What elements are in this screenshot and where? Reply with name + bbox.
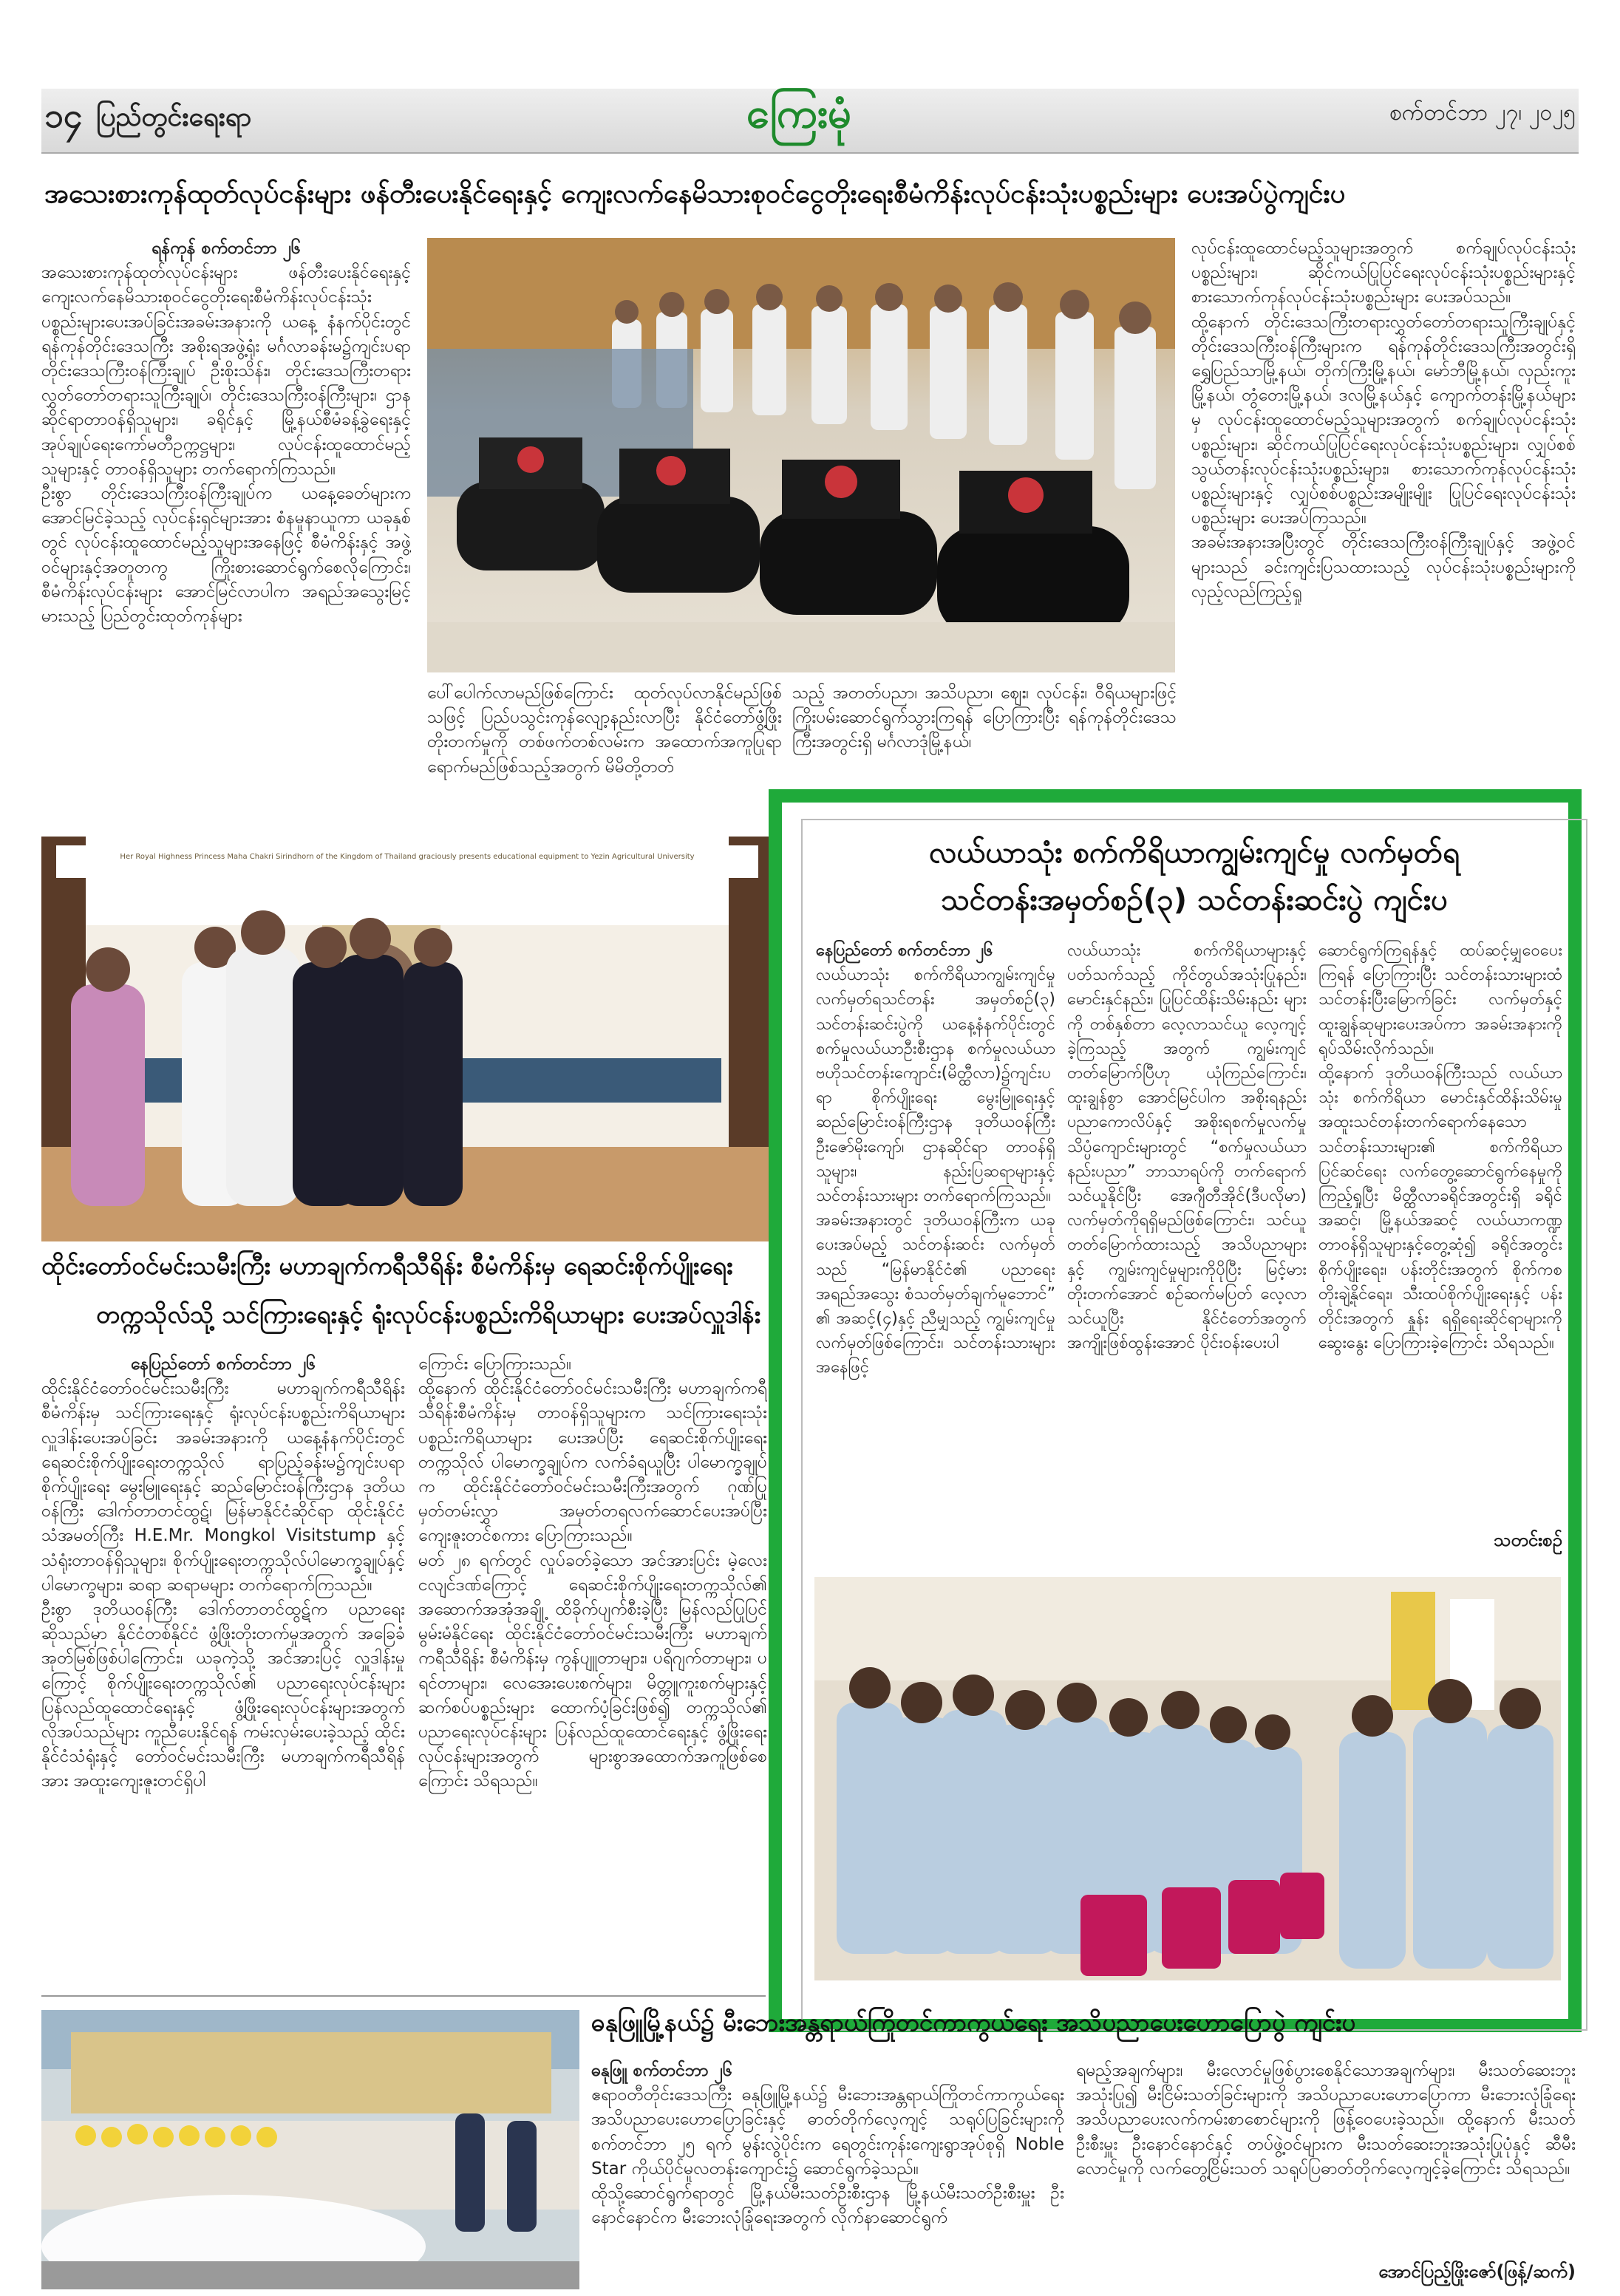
article1-col1 [41, 236, 411, 798]
article4-para2: ထိုသို့ဆောင်ရွက်ရာတွင် မြို့နယ်မီးသတ်ဦးစီးဌာန မြို့နယ်မီးသတ်ဦးစီးမှူး ဦးနောင်နောင်က မီးဘေးလုံခြုံရေးအတွက် လိုက်နာဆောင်ရွက် [591, 2184, 1064, 2228]
article2-para2: ဦးစွာ ဒုတိယဝန်ကြီး ဒေါက်တာတင်ထွဋ်က ပညာရေးဆိုသည်မှာ နိုင်ငံတစ်နိုင်ငံ ဖွံ့ဖြိုးတိုးတက်မှုအတွက် အခြေခံအုတ်မြစ်ဖြစ်ပါကြောင်း၊ ယခုကဲ့သို့ အင်အားပြင့် လှူဒါန်းမှုကြောင့် စိုက်ပျိုးရေးတက္ကသိုလ်၏ ပညာရေးလုပ်ငန်းများ ပြန်လည်ထူထောင်ရေးနှင့် ဖွံ့ဖြိုးရေးလုပ်ငန်းများအတွက် လိုအပ်သည်များ ကူညီပေးနိုင်ရန် ကမ်းလှမ်းပေးခဲ့သည့် ထိုင်းနိုင်ငံသံရုံးနှင့် တော်ဝင်မင်းသမီးကြီး မဟာချက်ကရီသီရိန်အား အထူးကျေးဇူးတင်ရှိပါ [41, 1600, 405, 1791]
article3-photo [814, 1577, 1561, 1980]
article3-dateline: နေပြည်တော် စက်တင်ဘာ ၂၆ [816, 941, 993, 960]
article3-col2 [1067, 939, 1307, 1552]
section-divider [41, 1995, 766, 1997]
article3-col1 [816, 939, 1055, 1552]
article1-col2-text: ပေါ်ပေါက်လာမည်ဖြစ်ကြောင်း ထုတ်လုပ်လာနိုင်မည်ဖြစ်သဖြင့် ပြည်ပသွင်းကုန်လျော့နည်းလာပြီး နိုင်ငံတော်ဖွံ့ဖြိုးတိုးတက်မှုကို တစ်ဖက်တစ်လမ်းက အထောက်အကူပြုရာရောက်မည်ဖြစ်သည့်အတွက် မိမိတို့တတ် [427, 684, 782, 777]
article1-dateline: ရန်ကုန် စက်တင်ဘာ ၂၆ [152, 239, 301, 258]
article3-para2: အခမ်းအနားတွင် ဒုတိယဝန်ကြီးက ယခုပေးအပ်မည့် သင်တန်းဆင်း လက်မှတ်သည် “မြန်မာနိုင်ငံ၏ ပညာရေးအရည်အသွေး စံသတ်မှတ်ချက်မူဘောင်” ၏ အဆင့်(၄)နှင့် ညီမျှသည့် ကျွမ်းကျင်မှု လက်မှတ်ဖြစ်ကြောင်း၊ သင်တန်းသားများ အနေဖြင့် [816, 1211, 1055, 1377]
article4-para1: ဧရာဝတီတိုင်းဒေသကြီး ဓနုဖြူမြို့နယ်၌ မီးဘေးအန္တရာယ်ကြိုတင်ကာကွယ်ရေး အသိပညာပေးဟောပြောခြင်းနှင့် ဓာတ်တိုက်လေ့ကျင့် သရုပ်ပြခြင်းများကို စက်တင်ဘာ ၂၅ ရက် မွန်းလွဲပိုင်းက ရေတွင်းကုန်းကျေးရွာအုပ်စုရှိ Noble Star ကိုယ်ပိုင်မူလတန်းကျောင်း၌ ဆောင်ရွက်ခဲ့သည်။ [591, 2085, 1064, 2179]
article2-col2 [418, 1352, 767, 2017]
section-title: ပြည်တွင်းရေးရာ [96, 102, 252, 132]
article2-photo [41, 837, 773, 1241]
article2-col1 [41, 1352, 405, 2017]
article2-col2-para3: မတ် ၂၈ ရက်တွင် လှုပ်ခတ်ခဲ့သော အင်အားပြင်း မဲ့လေးငလျင်ဒဏ်ကြောင့် ရေဆင်းစိုက်ပျိုးရေးတက္ကသိုလ်၏ အဆောက်အအုံအချို့ ထိခိုက်ပျက်စီးခဲ့ပြီး မြန်လည်ပြုပြင်မွမ်းမံနိုင်ရေး ထိုင်းနိုင်ငံတော်ဝင်မင်းသမီးကြီး မဟာချက်ကရီသီရိန်း စီမံကိန်းမှ ကွန်ပျူတာများ၊ ပရိဂျက်တာများ၊ ပရင်တာများ၊ လေအေးပေးစက်များ၊ မိတ္တူကူးစက်များနှင့် ဆက်စပ်ပစ္စည်းများ ထောက်ပံ့ခြင်းဖြစ်၍ တက္ကသိုလ်၏ ပညာရေးလုပ်ငန်းများ ပြန်လည်ထူထောင်ရေးနှင့် ဖွံ့ဖြိုးရေးလုပ်ငန်းများအတွက် များစွာအထောက်အကူဖြစ်စေကြောင်း သိရသည်။ [418, 1550, 767, 1791]
article1-headline: အသေးစားကုန်ထုတ်လုပ်ငန်းများ ဖန်တီးပေးနိုင်ရေးနှင့် ကျေးလက်နေမိသားစုဝင်ငွေတိုးရေးစီမံကိန်းလုပ်ငန်းသုံးပစ္စည်းများ ပေးအပ်ပွဲကျင်းပ [44, 179, 1346, 209]
article2-headline-line2: တက္ကသိုလ်သို့ သင်ကြားရေးနှင့် ရုံးလုပ်ငန်းပစ္စည်းကိရိယာများ ပေးအပ်လှူဒါန်း [96, 1300, 761, 1329]
article4-dateline: ဓနုဖြူ စက်တင်ဘာ ၂၆ [591, 2061, 732, 2080]
article3-col2-text: လယ်ယာသုံး စက်ကိရိယာများနှင့်ပတ်သက်သည့် ကိုင်တွယ်အသုံးပြုနည်း၊ မောင်းနှင်နည်း၊ ပြုပြင်ထိန်းသိမ်းနည်း များကို တစ်နှစ်တာ လေ့လာသင်ယူ လေ့ကျင့်ခဲ့ကြသည့် အတွက် ကျွမ်းကျင် တတ်မြောက်ပြီဟု ယုံကြည်ကြောင်း၊ ထူးချွန်စွာ အောင်မြင်ပါက အစိုးရနည်းပညာကောလိပ်နှင့် အစိုးရစက်မှုလက်မှုသိပ္ပံကျောင်းများတွင် “စက်မှုလယ်ယာနည်းပညာ” ဘာသာရပ်ကို တက်ရောက်သင်ယူနိုင်ပြီး အေဂျီတီအိုင်(ဒီပလိုမာ) လက်မှတ်ကိုရရှိမည်ဖြစ်ကြောင်း၊ သင်ယူတတ်မြောက်ထားသည့် အသိပညာများနှင့် ကျွမ်းကျင်မှုများကိုပိုပြီး မြင့်မားတိုးတက်အောင် စဉ်ဆက်မပြတ် လေ့လာသင်ယူပြီး နိုင်ငံတော်အတွက် အကျိုးဖြစ်ထွန်းအောင် ပိုင်းဝန်းပေးပါ [1067, 941, 1307, 1353]
article1-col4 [1191, 236, 1576, 795]
article1-col3 [792, 681, 1177, 785]
article1-para1: အသေးစားကုန်ထုတ်လုပ်ငန်းများ ဖန်တီးပေးနိုင်ရေးနှင့် ကျေးလက်နေမိသားစုဝင်ငွေတိုးရေးစီမံကိန်းလုပ်ငန်းသုံးပစ္စည်းများပေးအပ်ခြင်းအခမ်းအနားကို ယနေ့ နံနက်ပိုင်းတွင် ရန်ကုန်တိုင်းဒေသကြီး အစိုးရအဖွဲ့ရုံး မင်္ဂလာခန်းမ၌ကျင်းပရာ တိုင်းဒေသကြီးဝန်ကြီးချုပ် ဦးစိုးသိန်း၊ တိုင်းဒေသကြီးတရားလွှတ်တော်တရားသူကြီးချုပ်၊ တိုင်းဒေသကြီးဝန်ကြီးများ၊ ဌာနဆိုင်ရာတာဝန်ရှိသူများ၊ ခရိုင်နှင့် မြို့နယ်စီမံခန့်ခွဲရေးနှင့် အုပ်ချုပ်ရေးကော်မတီဥက္ကဋ္ဌများ၊ လုပ်ငန်းထူထောင်မည့်သူများနှင့် တာဝန်ရှိသူများ တက်ရောက်ကြသည်။ [41, 263, 411, 479]
article4-headline: ဓနုဖြူမြို့နယ်၌ မီးဘေးအန္တရာယ်ကြိုတင်ကာကွယ်ရေး အသိပညာပေးဟောပြောပွဲ ကျင်းပ [591, 2008, 1356, 2037]
article2-col2-para2: ထို့နောက် ထိုင်းနိုင်ငံတော်ဝင်မင်းသမီးကြီး မဟာချက်ကရီသီရိန်းစီမံကိန်းမှ တာဝန်ရှိသူများက သင်ကြားရေးသုံးပစ္စည်းကိရိယာများ ပေးအပ်ပြီး ရေဆင်းစိုက်ပျိုးရေးတက္ကသိုလ် ပါမောက္ခချုပ်က လက်ခံရယူပြီး ပါမောက္ခချုပ်က ထိုင်းနိုင်ငံတော်ဝင်မင်းသမီးကြီးအတွက် ဂုဏ်ပြုမှတ်တမ်းလွှာ အမှတ်တရလက်ဆောင်ပေးအပ်ပြီး ကျေးဇူးတင်စကား ပြောကြားသည်။ [418, 1379, 767, 1546]
issue-date: စက်တင်ဘာ ၂၇၊ ၂၀၂၅ [1389, 100, 1576, 126]
article1-col4-para1: လုပ်ငန်းထူထောင်မည့်သူများအတွက် စက်ချုပ်လုပ်ငန်းသုံးပစ္စည်းများ၊ ဆိုင်ကယ်ပြုပြင်ရေးလုပ်ငန်းသုံးပစ္စည်းများနှင့် စားသောက်ကုန်လုပ်ငန်းသုံးပစ္စည်းများ ပေးအပ်သည်။ [1191, 239, 1576, 307]
article2-headline-line1: ထိုင်းတော်ဝင်မင်းသမီးကြီး မဟာချက်ကရီသီရိန်း စီမံကိန်းမှ ရေဆင်းစိုက်ပျိုးရေး [41, 1251, 733, 1280]
article3-col3-para2: ထို့နောက် ဒုတိယဝန်ကြီးသည် လယ်ယာသုံး စက်ကိရိယာ မောင်းနှင်ထိန်းသိမ်းမှု အထူးသင်တန်းတက်ရောက်နေသော သင်တန်းသားများ၏ စက်ကိရိယာ ပြင်ဆင်ရေး လက်တွေ့ဆောင်ရွက်နေမှုကိုကြည့်ရှုပြီး မိတ္ထီလာခရိုင်အတွင်းရှိ ခရိုင်အဆင့်၊ မြို့နယ်အဆင့် လယ်ယာကဏ္ဍ တာဝန်ရှိသူများနှင့်တွေ့ဆုံ၍ ခရိုင်အတွင်း စိုက်ပျိုးရေး၊ ပန်းတိုင်းအတွက် စိုက်ကစတိုးချဲ့နိုင်ရေး၊ သီးထပ်စိုက်ပျိုးရေးနှင့် ပန်းတိုင်းအတွက် နှုန်း ရရှိရေးဆိုင်ရာများကို ဆွေးနွေး ပြောကြားခဲ့ကြောင်း သိရသည်။ [1318, 1064, 1562, 1353]
article1-para2: ဦးစွာ တိုင်းဒေသကြီးဝန်ကြီးချုပ်က ယနေ့ခေတ်များက အောင်မြင်ခဲ့သည့် လုပ်ငန်းရှင်များအား စံနမူနာယူကာ ယခုနှစ်တွင် လုပ်ငန်းထူထောင်မည့်သူများအနေဖြင့် စီမံကိန်းနှင့် အဖွဲ့ဝင်များနှင့်အတူတကွ ကြိုးစားဆောင်ရွက်စေလိုကြောင်း၊ စီမံကိန်းလုပ်ငန်းများ အောင်မြင်လာပါက အရည်အသွေးမြင့်မားသည့် ပြည်တွင်းထုတ်ကုန်များ [41, 484, 411, 627]
article1-col4-para3: အခမ်းအနားအပြီးတွင် တိုင်းဒေသကြီးဝန်ကြီးချုပ်နှင့် အဖွဲ့ဝင်များသည် ခင်းကျင်းပြသထားသည့် လုပ်ငန်းသုံးပစ္စည်းများကို လှည့်လည်ကြည့်ရှု [1191, 533, 1576, 602]
article3-headline-line1: လယ်ယာသုံး စက်ကိရိယာကျွမ်းကျင်မှု လက်မှတ်ရ [929, 836, 1460, 870]
article4-col2-text: ရမည့်အချက်များ၊ မီးလောင်မှုဖြစ်ပွားစေနိုင်သောအချက်များ၊ မီးသတ်ဆေးဘူးအသုံးပြု၍ မီးငြိမ်းသတ်ခြင်းများကို အသိပညာပေးဟောပြောကာ မီးဘေးလုံခြုံရေးအသိပညာပေးလက်ကမ်းစာစောင်များကို ဖြန့်ဝေပေးခဲ့သည်။ ထို့နောက် မီးသတ်ဦးစီးမှူး ဦးနောင်နောင်နှင့် တပ်ဖွဲ့ဝင်များက မီးသတ်ဆေးဘူးအသုံးပြုပုံနှင့် ဆီမီးလောင်မှုကို လက်တွေ့ငြိမ်းသတ် သရုပ်ပြဓာတ်တိုက်လေ့ကျင့်ခဲ့ကြောင်း သိရသည်။ [1076, 2061, 1576, 2179]
article3-headline-line2: သင်တန်းအမှတ်စဉ်(၃) သင်တန်းဆင်းပွဲ ကျင်းပ [941, 883, 1448, 917]
newspaper-masthead: ကြေးမုံ [746, 89, 851, 137]
article3-col3 [1318, 939, 1562, 1522]
article2-dateline: နေပြည်တော် စက်တင်ဘာ ၂၆ [130, 1355, 316, 1374]
article2-para1: ထိုင်းနိုင်ငံတော်ဝင်မင်းသမီးကြီး မဟာချက်ကရီသီရိန်းစီမံကိန်းမှ သင်ကြားရေးနှင့် ရုံးလုပ်ငန်းပစ္စည်းကိရိယာများ လှူဒါန်းပေးအပ်ခြင်း အခမ်းအနားကို ယနေ့နံနက်ပိုင်းတွင် ရေဆင်းစိုက်ပျိုးရေးတက္ကသိုလ် ရာပြည့်ခန်းမ၌ကျင်းပရာ စိုက်ပျိုးရေး မွေးမြူရေးနှင့် ဆည်မြောင်းဝန်ကြီးဌာန ဒုတိယဝန်ကြီး ဒေါက်တာတင်ထွဋ်၊ မြန်မာနိုင်ငံဆိုင်ရာ ထိုင်းနိုင်ငံသံအမတ်ကြီး H.E.Mr. Mongkol Visitstump နှင့် သံရုံးတာဝန်ရှိသူများ၊ စိုက်ပျိုးရေးတက္ကသိုလ်ပါမောက္ခချုပ်နှင့် ပါမောက္ခများ၊ ဆရာ ဆရာမများ တက်ရောက်ကြသည်။ [41, 1379, 405, 1595]
article3-col3-para1: ဆောင်ရွက်ကြရန်နှင့် ထပ်ဆင့်မျှဝေပေးကြရန် ပြောကြားပြီး သင်တန်းသားများထံ သင်တန်းပြီးမြောက်ခြင်း လက်မှတ်နှင့် ထူးချွန်ဆုများပေးအပ်ကာ အခမ်းအနားကို ရုပ်သိမ်းလိုက်သည်။ [1318, 941, 1562, 1058]
page-number: ၁၄ [44, 95, 83, 135]
article2-photo-caption: Her Royal Highness Princess Maha Chakri Sirindhorn of the Kingdom of Thailand graciously presents educational equipment to Yezin Agricultural University [120, 853, 695, 861]
article4-byline: အောင်ပြည့်ဖြိုးဇော်(ဖြန့်/ဆက်) [1378, 2261, 1576, 2282]
article3-para1: လယ်ယာသုံး စက်ကိရိယာကျွမ်းကျင်မှု လက်မှတ်ရသင်တန်း အမှတ်စဉ်(၃) သင်တန်းဆင်းပွဲကို ယနေ့နံနက်ပိုင်းတွင် စက်မှုလယ်ယာဦးစီးဌာန စက်မှုလယ်ယာ ဗဟိုသင်တန်းကျောင်း(မိတ္ထီလာ)၌ကျင်းပရာ စိုက်ပျိုးရေး မွေးမြူရေးနှင့် ဆည်မြောင်းဝန်ကြီးဌာန ဒုတိယဝန်ကြီး ဦးဇော်မိုးကျော်၊ ဌာနဆိုင်ရာ တာဝန်ရှိသူများ၊ နည်းပြဆရာများနှင့် သင်တန်းသားများ တက်ရောက်ကြသည်။ [816, 966, 1055, 1206]
article4-photo [41, 2010, 579, 2289]
article1-photo [427, 238, 1175, 672]
article4-col2 [1076, 2059, 1576, 2251]
article2-col2-text: ကြောင်း ပြောကြားသည်။ [418, 1355, 572, 1374]
article3-byline: သတင်းစဉ် [1494, 1530, 1562, 1550]
article4-col1 [591, 2059, 1064, 2295]
article1-col3-text: သည့် အတတ်ပညာ၊ အသိပညာ၊ ဈေး၊ လုပ်ငန်း၊ ဝီရိယများဖြင့် ကြိုးပမ်းဆောင်ရွက်သွားကြရန် ပြောကြားပြီး ရန်ကုန်တိုင်းဒေသကြီးအတွင်းရှိ မင်္ဂလာဒုံမြို့နယ်၊ [792, 684, 1177, 752]
article1-col4-para2: ထို့နောက် တိုင်းဒေသကြီးတရားလွှတ်တော်တရားသူကြီးချုပ်နှင့် တိုင်းဒေသကြီးဝန်ကြီးများက ရန်ကုန်တိုင်းဒေသကြီးအတွင်းရှိ ရွှေပြည်သာမြို့နယ်၊ တိုက်ကြီးမြို့နယ်၊ မော်ဘီမြို့နယ်၊ လှည်းကူးမြို့နယ်၊ တွံတေးမြို့နယ်၊ ဒလမြို့နယ်နှင့် ကျောက်တန်းမြို့နယ်များမှ လုပ်ငန်းထူထောင်မည့်သူများအတွက် စက်ချုပ်လုပ်ငန်းသုံးပစ္စည်းများ၊ ဆိုင်ကယ်ပြုပြင်ရေးလုပ်ငန်းသုံးပစ္စည်းများ၊ လျှပ်စစ်သွယ်တန်းလုပ်ငန်းသုံးပစ္စည်းများ၊ စားသောက်ကုန်လုပ်ငန်းသုံးပစ္စည်းများနှင့် လျှပ်စစ်ပစ္စည်းအမျိုးမျိုး ပြုပြင်ရေးလုပ်ငန်းသုံးပစ္စည်းများ ပေးအပ်ကြသည်။ [1191, 312, 1576, 528]
article1-col2 [427, 681, 782, 800]
